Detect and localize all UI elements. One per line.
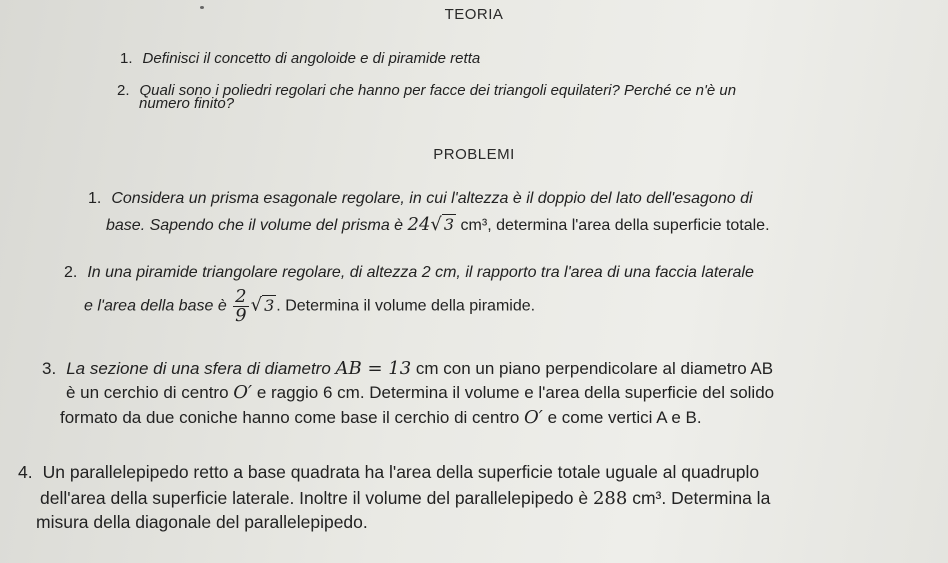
question-text: Definisci il concetto di angoloide e di piramide retta bbox=[142, 50, 481, 67]
problem-4-line3: misura della diagonale del parallelepipedo. bbox=[36, 512, 368, 532]
fraction bbox=[233, 288, 248, 325]
problem-text: formato da due coniche hanno come base il cerchio di centro bbox=[60, 408, 524, 427]
problem-text: e come vertici A e B. bbox=[542, 408, 702, 427]
problem-text: La sezione di una sfera di diametro bbox=[66, 359, 336, 378]
center-symbol: O′ bbox=[524, 407, 543, 428]
problem-text-line1: Un parallelepipedo retto a base quadrata ha l'area della superficie totale uguale al quadruplo bbox=[42, 462, 760, 482]
volume-value: 288 bbox=[592, 488, 628, 509]
problem-text: è un cerchio di centro bbox=[66, 383, 234, 402]
problem-number: 4. bbox=[18, 462, 33, 482]
problemi-heading: PROBLEMI bbox=[433, 146, 515, 163]
problem-3-line2 bbox=[66, 382, 774, 403]
radicand: 3 bbox=[264, 295, 275, 315]
problem-4 bbox=[18, 462, 759, 483]
problem-number: 1. bbox=[88, 190, 102, 207]
problem-4-line2 bbox=[40, 488, 770, 509]
problem-text: cm con un piano perpendicolare al diametro AB bbox=[411, 359, 774, 378]
fraction-denominator: 9 bbox=[235, 305, 247, 326]
problem-text: e l'area della base è bbox=[84, 297, 227, 315]
problem-2 bbox=[64, 264, 754, 282]
teoria-question-1 bbox=[120, 50, 480, 67]
problem-text: . Determina la bbox=[661, 488, 771, 508]
problem-1-line2 bbox=[106, 214, 770, 235]
problem-text: , determina l'area della superficie totale. bbox=[487, 217, 770, 234]
problem-text: . Determina il volume della piramide. bbox=[276, 297, 536, 315]
problem-number: 3. bbox=[42, 359, 57, 378]
problem-text-line1: Considera un prisma esagonale regolare, in cui l'altezza è il doppio del lato dell'esagono di bbox=[111, 190, 753, 207]
question-number: 1. bbox=[120, 50, 133, 67]
problem-number: 2. bbox=[64, 264, 78, 281]
question-number: 2. bbox=[117, 82, 130, 99]
problem-2-line2 bbox=[84, 288, 535, 325]
teoria-question-2-line2: numero finito? bbox=[139, 95, 235, 112]
sqrt-sign: √ bbox=[250, 294, 263, 316]
unit: cm³ bbox=[632, 488, 662, 508]
problem-text: base. Sapendo che il volume del prisma è bbox=[106, 217, 408, 234]
problem-text: dell'area della superficie laterale. Inoltre il volume del parallelepipedo è bbox=[40, 488, 593, 508]
teoria-heading: TEORIA bbox=[444, 6, 504, 23]
center-symbol: O′ bbox=[233, 382, 253, 403]
problem-1 bbox=[88, 190, 753, 208]
fraction-numerator: 2 bbox=[235, 286, 247, 307]
coefficient: 24 bbox=[407, 214, 431, 235]
unit: cm³ bbox=[460, 217, 488, 234]
radicand: 3 bbox=[443, 215, 455, 234]
problem-3 bbox=[42, 358, 773, 379]
sqrt-sign: √ bbox=[430, 214, 442, 235]
question-text-line1: Quali sono i poliedri regolari che hanno per facce dei triangoli equilateri? Perché ce n'è un bbox=[139, 82, 737, 99]
problem-3-line3 bbox=[60, 407, 702, 428]
diameter-equation: AB = 13 bbox=[335, 358, 412, 379]
problem-text: e raggio 6 cm. Determina il volume e l'area della superficie del solido bbox=[252, 383, 775, 402]
problem-text-line1: In una piramide triangolare regolare, di altezza 2 cm, il rapporto tra l'area di una faccia laterale bbox=[87, 264, 754, 281]
